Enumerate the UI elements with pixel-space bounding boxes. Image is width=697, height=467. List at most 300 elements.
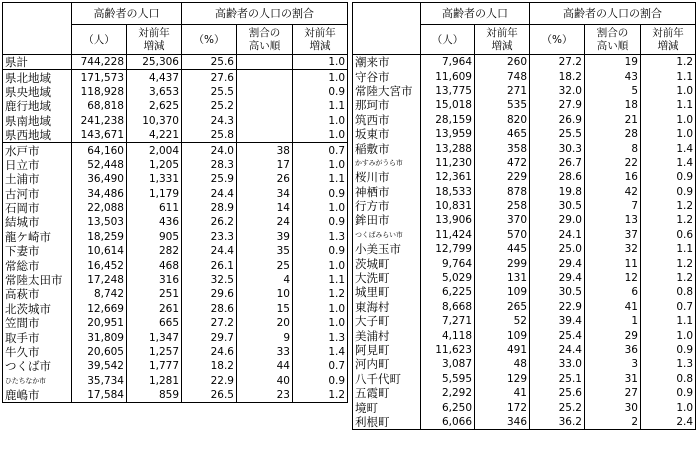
ratio-rank-cell: 43 [585,69,641,83]
percentage-yoy-change-cell: 1.1 [641,98,696,112]
municipality-name-cell: つくば市 [3,359,72,373]
elderly-population-cell: 6,225 [421,285,475,299]
municipality-name-cell: 北茨城市 [3,302,72,316]
population-yoy-change-cell: 1,179 [127,187,182,201]
elderly-percentage-cell: 29.7 [182,330,237,344]
ratio-rank-cell: 39 [237,230,293,244]
municipality-name-cell: 境町 [353,400,421,414]
percentage-yoy-change-cell: 1.3 [293,330,348,344]
percentage-yoy-change-cell: 1.1 [293,172,348,186]
municipality-name-cell: 県央地域 [3,85,72,99]
ratio-rank-cell: 27 [585,386,641,400]
percentage-yoy-change-cell: 1.1 [641,69,696,83]
percentage-yoy-change-cell: 0.8 [641,285,696,299]
elderly-percentage-cell: 29.0 [530,213,585,227]
elderly-percentage-cell: 29.4 [530,271,585,285]
elderly-percentage-cell: 27.9 [530,98,585,112]
elderly-population-cell: 6,250 [421,400,475,414]
elderly-population-cell: 10,614 [72,244,127,258]
population-yoy-change-cell: 258 [475,199,530,213]
table-row [3,345,348,359]
percentage-yoy-change-cell: 1.0 [293,55,348,70]
population-yoy-change-cell: 52 [475,314,530,328]
header-pop-yoy: 対前年 増減 [475,25,530,55]
population-yoy-change-cell: 611 [127,201,182,215]
elderly-population-cell: 15,018 [421,98,475,112]
ratio-rank-cell [237,128,293,143]
population-yoy-change-cell: 316 [127,273,182,287]
percentage-yoy-change-cell: 0.9 [641,343,696,357]
elderly-population-cell: 10,831 [421,199,475,213]
population-yoy-change-cell: 468 [127,258,182,272]
percentage-yoy-change-cell: 1.2 [641,271,696,285]
table-row [353,271,696,285]
ratio-rank-cell: 4 [237,273,293,287]
table-row [353,343,696,357]
elderly-population-cell: 11,623 [421,343,475,357]
ratio-rank-cell: 22 [585,156,641,170]
ratio-rank-cell: 21 [585,113,641,127]
percentage-yoy-change-cell: 1.0 [293,258,348,272]
municipality-name-cell: 石岡市 [3,201,72,215]
percentage-yoy-change-cell: 0.9 [641,185,696,199]
municipality-name-cell: 守谷市 [353,69,421,83]
table-row [353,213,696,227]
table-row [3,172,348,186]
ratio-rank-cell: 1 [585,314,641,328]
elderly-population-cell: 17,248 [72,273,127,287]
header-unit-percent: （%） [530,25,585,55]
header-pct-yoy: 対前年 増減 [293,25,348,55]
elderly-percentage-cell: 24.4 [182,187,237,201]
elderly-population-cell: 744,228 [72,55,127,70]
municipality-name-cell: 茨城町 [353,256,421,270]
municipality-name-cell: 桜川市 [353,170,421,184]
percentage-yoy-change-cell: 0.9 [641,170,696,184]
population-yoy-change-cell: 436 [127,215,182,229]
table-row [3,114,348,128]
table-row [3,201,348,215]
municipality-name-cell: 行方市 [353,199,421,213]
elderly-percentage-cell: 25.1 [530,372,585,386]
ratio-rank-cell: 34 [237,187,293,201]
elderly-percentage-cell: 26.1 [182,258,237,272]
elderly-percentage-cell: 30.3 [530,141,585,155]
percentage-yoy-change-cell: 0.9 [641,386,696,400]
elderly-population-cell: 13,906 [421,213,475,227]
percentage-yoy-change-cell: 0.9 [293,187,348,201]
population-yoy-change-cell: 2,625 [127,99,182,113]
elderly-percentage-cell: 22.9 [182,374,237,388]
ratio-rank-cell: 25 [237,258,293,272]
percentage-yoy-change-cell: 1.2 [641,213,696,227]
table-row [353,285,696,299]
header-elderly-ratio: 高齢者の人口の割合 [182,3,348,25]
table-row [353,300,696,314]
table-row [3,85,348,99]
elderly-population-cell: 16,452 [72,258,127,272]
ratio-rank-cell: 5 [585,84,641,98]
population-yoy-change-cell: 370 [475,213,530,227]
table-row [3,316,348,330]
elderly-population-cell: 34,486 [72,187,127,201]
table-row [3,70,348,85]
municipality-name-cell: 常陸太田市 [3,273,72,287]
percentage-yoy-change-cell: 1.1 [641,242,696,256]
elderly-population-cell: 11,424 [421,228,475,242]
municipality-name-cell: 鹿嶋市 [3,388,72,403]
percentage-yoy-change-cell: 0.6 [641,228,696,242]
percentage-yoy-change-cell: 0.7 [641,300,696,314]
elderly-percentage-cell: 29.6 [182,287,237,301]
percentage-yoy-change-cell: 1.0 [293,70,348,85]
elderly-percentage-cell: 25.2 [530,400,585,414]
percentage-yoy-change-cell: 1.2 [293,287,348,301]
header-elderly-ratio: 高齢者の人口の割合 [530,3,696,25]
ratio-rank-cell: 2 [585,415,641,430]
percentage-yoy-change-cell: 1.0 [641,328,696,342]
population-yoy-change-cell: 3,653 [127,85,182,99]
table-row [3,388,348,403]
population-yoy-change-cell: 2,004 [127,143,182,158]
table-row [353,400,696,414]
header-ratio-rank: 割合の 高い順 [237,25,293,55]
elderly-population-cell: 20,951 [72,316,127,330]
elderly-population-cell: 13,288 [421,141,475,155]
table-row [353,314,696,328]
municipality-name-cell: 土浦市 [3,172,72,186]
population-yoy-change-cell: 109 [475,328,530,342]
ratio-rank-cell: 35 [237,244,293,258]
population-yoy-change-cell: 472 [475,156,530,170]
table-row [353,242,696,256]
header-name-blank [353,3,421,55]
municipality-name-cell: 八千代町 [353,372,421,386]
ratio-rank-cell [237,99,293,113]
elderly-population-cell: 52,448 [72,158,127,172]
elderly-population-cell: 11,609 [421,69,475,83]
population-yoy-change-cell: 1,331 [127,172,182,186]
header-pop-yoy: 対前年 増減 [127,25,182,55]
table-row [353,127,696,141]
elderly-population-cell: 241,238 [72,114,127,128]
table-row [353,55,696,70]
municipality-name-cell: 日立市 [3,158,72,172]
ratio-rank-cell: 6 [585,285,641,299]
population-yoy-change-cell: 905 [127,230,182,244]
table-row [353,69,696,83]
municipality-name-cell: 高萩市 [3,287,72,301]
table-row [353,386,696,400]
elderly-percentage-cell: 25.5 [530,127,585,141]
percentage-yoy-change-cell: 0.9 [293,215,348,229]
left-data-table [2,2,348,403]
percentage-yoy-change-cell: 1.0 [641,400,696,414]
elderly-percentage-cell: 25.0 [530,242,585,256]
elderly-population-cell: 28,159 [421,113,475,127]
ratio-rank-cell [237,85,293,99]
elderly-population-cell: 5,029 [421,271,475,285]
municipality-name-cell: 常陸大宮市 [353,84,421,98]
elderly-population-cell: 118,928 [72,85,127,99]
percentage-yoy-change-cell: 1.0 [641,84,696,98]
ratio-rank-cell: 36 [585,343,641,357]
ratio-rank-cell: 7 [585,199,641,213]
table-row [353,372,696,386]
population-yoy-change-cell: 1,347 [127,330,182,344]
municipality-name-cell: 東海村 [353,300,421,314]
municipality-name-cell: 美浦村 [353,328,421,342]
table-row [3,374,348,388]
population-yoy-change-cell: 491 [475,343,530,357]
elderly-population-cell: 13,959 [421,127,475,141]
elderly-percentage-cell: 29.4 [530,256,585,270]
percentage-yoy-change-cell: 1.0 [293,114,348,128]
elderly-percentage-cell: 26.2 [182,215,237,229]
elderly-percentage-cell: 26.9 [530,113,585,127]
elderly-percentage-cell: 25.5 [182,85,237,99]
elderly-population-cell: 9,764 [421,256,475,270]
population-yoy-change-cell: 1,281 [127,374,182,388]
elderly-percentage-cell: 36.2 [530,415,585,430]
elderly-population-cell: 68,818 [72,99,127,113]
population-yoy-change-cell: 859 [127,388,182,403]
elderly-percentage-cell: 28.6 [530,170,585,184]
ratio-rank-cell: 17 [237,158,293,172]
ratio-rank-cell: 26 [237,172,293,186]
percentage-yoy-change-cell: 0.8 [641,372,696,386]
table-row [3,143,348,158]
elderly-population-cell: 5,595 [421,372,475,386]
ratio-rank-cell: 37 [585,228,641,242]
table-row [353,228,696,242]
elderly-percentage-cell: 25.9 [182,172,237,186]
ratio-rank-cell: 16 [585,170,641,184]
municipality-name-cell: かすみがうら市 [353,156,421,170]
elderly-percentage-cell: 24.3 [182,114,237,128]
percentage-yoy-change-cell: 0.9 [293,244,348,258]
population-yoy-change-cell: 665 [127,316,182,330]
elderly-percentage-cell: 30.5 [530,199,585,213]
municipality-name-cell: 県計 [3,55,72,70]
municipality-name-cell: 鉾田市 [353,213,421,227]
elderly-percentage-cell: 24.6 [182,345,237,359]
population-yoy-change-cell: 570 [475,228,530,242]
population-yoy-change-cell: 748 [475,69,530,83]
population-yoy-change-cell: 445 [475,242,530,256]
elderly-population-cell: 171,573 [72,70,127,85]
elderly-population-cell: 8,742 [72,287,127,301]
elderly-percentage-cell: 27.2 [530,55,585,70]
table-row [353,141,696,155]
elderly-population-cell: 35,734 [72,374,127,388]
percentage-yoy-change-cell: 1.4 [293,345,348,359]
elderly-population-cell: 143,671 [72,128,127,143]
ratio-rank-cell: 23 [237,388,293,403]
elderly-percentage-cell: 24.4 [530,343,585,357]
elderly-percentage-cell: 24.4 [182,244,237,258]
municipality-name-cell: 大洗町 [353,271,421,285]
population-yoy-change-cell: 820 [475,113,530,127]
percentage-yoy-change-cell: 1.2 [641,199,696,213]
municipality-name-cell: 河内町 [353,357,421,371]
ratio-rank-cell: 13 [585,213,641,227]
population-yoy-change-cell: 271 [475,84,530,98]
elderly-percentage-cell: 30.5 [530,285,585,299]
header-pct-yoy: 対前年 増減 [641,25,696,55]
ratio-rank-cell: 32 [585,242,641,256]
population-yoy-change-cell: 48 [475,357,530,371]
population-yoy-change-cell: 1,777 [127,359,182,373]
percentage-yoy-change-cell: 1.3 [293,230,348,244]
ratio-rank-cell: 10 [237,287,293,301]
percentage-yoy-change-cell: 1.0 [293,316,348,330]
elderly-population-cell: 6,066 [421,415,475,430]
table-row [353,357,696,371]
ratio-rank-cell: 33 [237,345,293,359]
ratio-rank-cell: 9 [237,330,293,344]
elderly-percentage-cell: 24.0 [182,143,237,158]
header-unit-people: （人） [72,25,127,55]
municipality-name-cell: ひたちなか市 [3,374,72,388]
elderly-percentage-cell: 18.2 [530,69,585,83]
percentage-yoy-change-cell: 1.2 [641,256,696,270]
percentage-yoy-change-cell: 1.0 [641,113,696,127]
population-yoy-change-cell: 4,221 [127,128,182,143]
elderly-population-cell: 12,799 [421,242,475,256]
table-row [3,158,348,172]
table-row [353,415,696,430]
municipality-name-cell: 利根町 [353,415,421,430]
percentage-yoy-change-cell: 1.0 [293,128,348,143]
population-yoy-change-cell: 878 [475,185,530,199]
header-name-blank [3,3,72,55]
percentage-yoy-change-cell: 1.0 [641,127,696,141]
elderly-population-cell: 7,964 [421,55,475,70]
elderly-percentage-cell: 28.9 [182,201,237,215]
municipality-name-cell: 大子町 [353,314,421,328]
table-row [353,199,696,213]
percentage-yoy-change-cell: 1.1 [293,273,348,287]
table-row [3,128,348,143]
population-yoy-change-cell: 172 [475,400,530,414]
ratio-rank-cell: 38 [237,143,293,158]
population-yoy-change-cell: 265 [475,300,530,314]
municipality-name-cell: 坂東市 [353,127,421,141]
population-yoy-change-cell: 346 [475,415,530,430]
elderly-percentage-cell: 39.4 [530,314,585,328]
percentage-yoy-change-cell: 1.4 [641,141,696,155]
percentage-yoy-change-cell: 1.1 [293,99,348,113]
ratio-rank-cell: 15 [237,302,293,316]
population-yoy-change-cell: 1,257 [127,345,182,359]
municipality-name-cell: 取手市 [3,330,72,344]
ratio-rank-cell: 42 [585,185,641,199]
municipality-name-cell: 筑西市 [353,113,421,127]
elderly-population-cell: 18,533 [421,185,475,199]
elderly-population-cell: 12,669 [72,302,127,316]
header-elderly-population: 高齢者の人口 [421,3,530,25]
elderly-population-cell: 13,503 [72,215,127,229]
ratio-rank-cell: 12 [585,271,641,285]
elderly-percentage-cell: 28.3 [182,158,237,172]
header-unit-people: （人） [421,25,475,55]
elderly-percentage-cell: 25.6 [530,386,585,400]
elderly-population-cell: 36,490 [72,172,127,186]
elderly-percentage-cell: 26.5 [182,388,237,403]
population-yoy-change-cell: 282 [127,244,182,258]
elderly-percentage-cell: 25.2 [182,99,237,113]
percentage-yoy-change-cell: 0.9 [293,374,348,388]
population-yoy-change-cell: 260 [475,55,530,70]
municipality-name-cell: 阿見町 [353,343,421,357]
table-row [3,330,348,344]
elderly-percentage-cell: 33.0 [530,357,585,371]
ratio-rank-cell: 29 [585,328,641,342]
percentage-yoy-change-cell: 1.1 [641,314,696,328]
elderly-percentage-cell: 32.5 [182,273,237,287]
elderly-percentage-cell: 24.1 [530,228,585,242]
percentage-yoy-change-cell: 2.4 [641,415,696,430]
ratio-rank-cell: 18 [585,98,641,112]
municipality-name-cell: 笠間市 [3,316,72,330]
elderly-percentage-cell: 25.4 [530,328,585,342]
population-yoy-change-cell: 109 [475,285,530,299]
header-unit-percent: （%） [182,25,237,55]
header-ratio-rank: 割合の 高い順 [585,25,641,55]
table-row [3,187,348,201]
ratio-rank-cell: 8 [585,141,641,155]
table-row [3,99,348,113]
table-row [3,230,348,244]
elderly-population-cell: 7,271 [421,314,475,328]
municipality-name-cell: 稲敷市 [353,141,421,155]
table-row [3,287,348,301]
elderly-population-cell: 39,542 [72,359,127,373]
elderly-population-cell: 4,118 [421,328,475,342]
population-yoy-change-cell: 465 [475,127,530,141]
municipality-name-cell: 城里町 [353,285,421,299]
ratio-rank-cell: 20 [237,316,293,330]
elderly-percentage-cell: 32.0 [530,84,585,98]
population-yoy-change-cell: 25,306 [127,55,182,70]
left-table-body [3,55,348,403]
table-row [353,170,696,184]
elderly-population-cell: 18,259 [72,230,127,244]
population-yoy-change-cell: 131 [475,271,530,285]
ratio-rank-cell [237,55,293,70]
population-yoy-change-cell: 4,437 [127,70,182,85]
elderly-percentage-cell: 22.9 [530,300,585,314]
percentage-yoy-change-cell: 1.2 [293,388,348,403]
municipality-name-cell: つくばみらい市 [353,228,421,242]
table-row [3,273,348,287]
municipality-name-cell: 鹿行地域 [3,99,72,113]
elderly-percentage-cell: 28.6 [182,302,237,316]
municipality-name-cell: 水戸市 [3,143,72,158]
table-row [353,185,696,199]
municipality-name-cell: 下妻市 [3,244,72,258]
table-row [353,98,696,112]
elderly-population-cell: 17,584 [72,388,127,403]
population-yoy-change-cell: 299 [475,256,530,270]
elderly-population-cell: 3,087 [421,357,475,371]
table-row [3,302,348,316]
table-row [3,55,348,70]
municipality-name-cell: 結城市 [3,215,72,229]
ratio-rank-cell [237,70,293,85]
ratio-rank-cell: 14 [237,201,293,215]
